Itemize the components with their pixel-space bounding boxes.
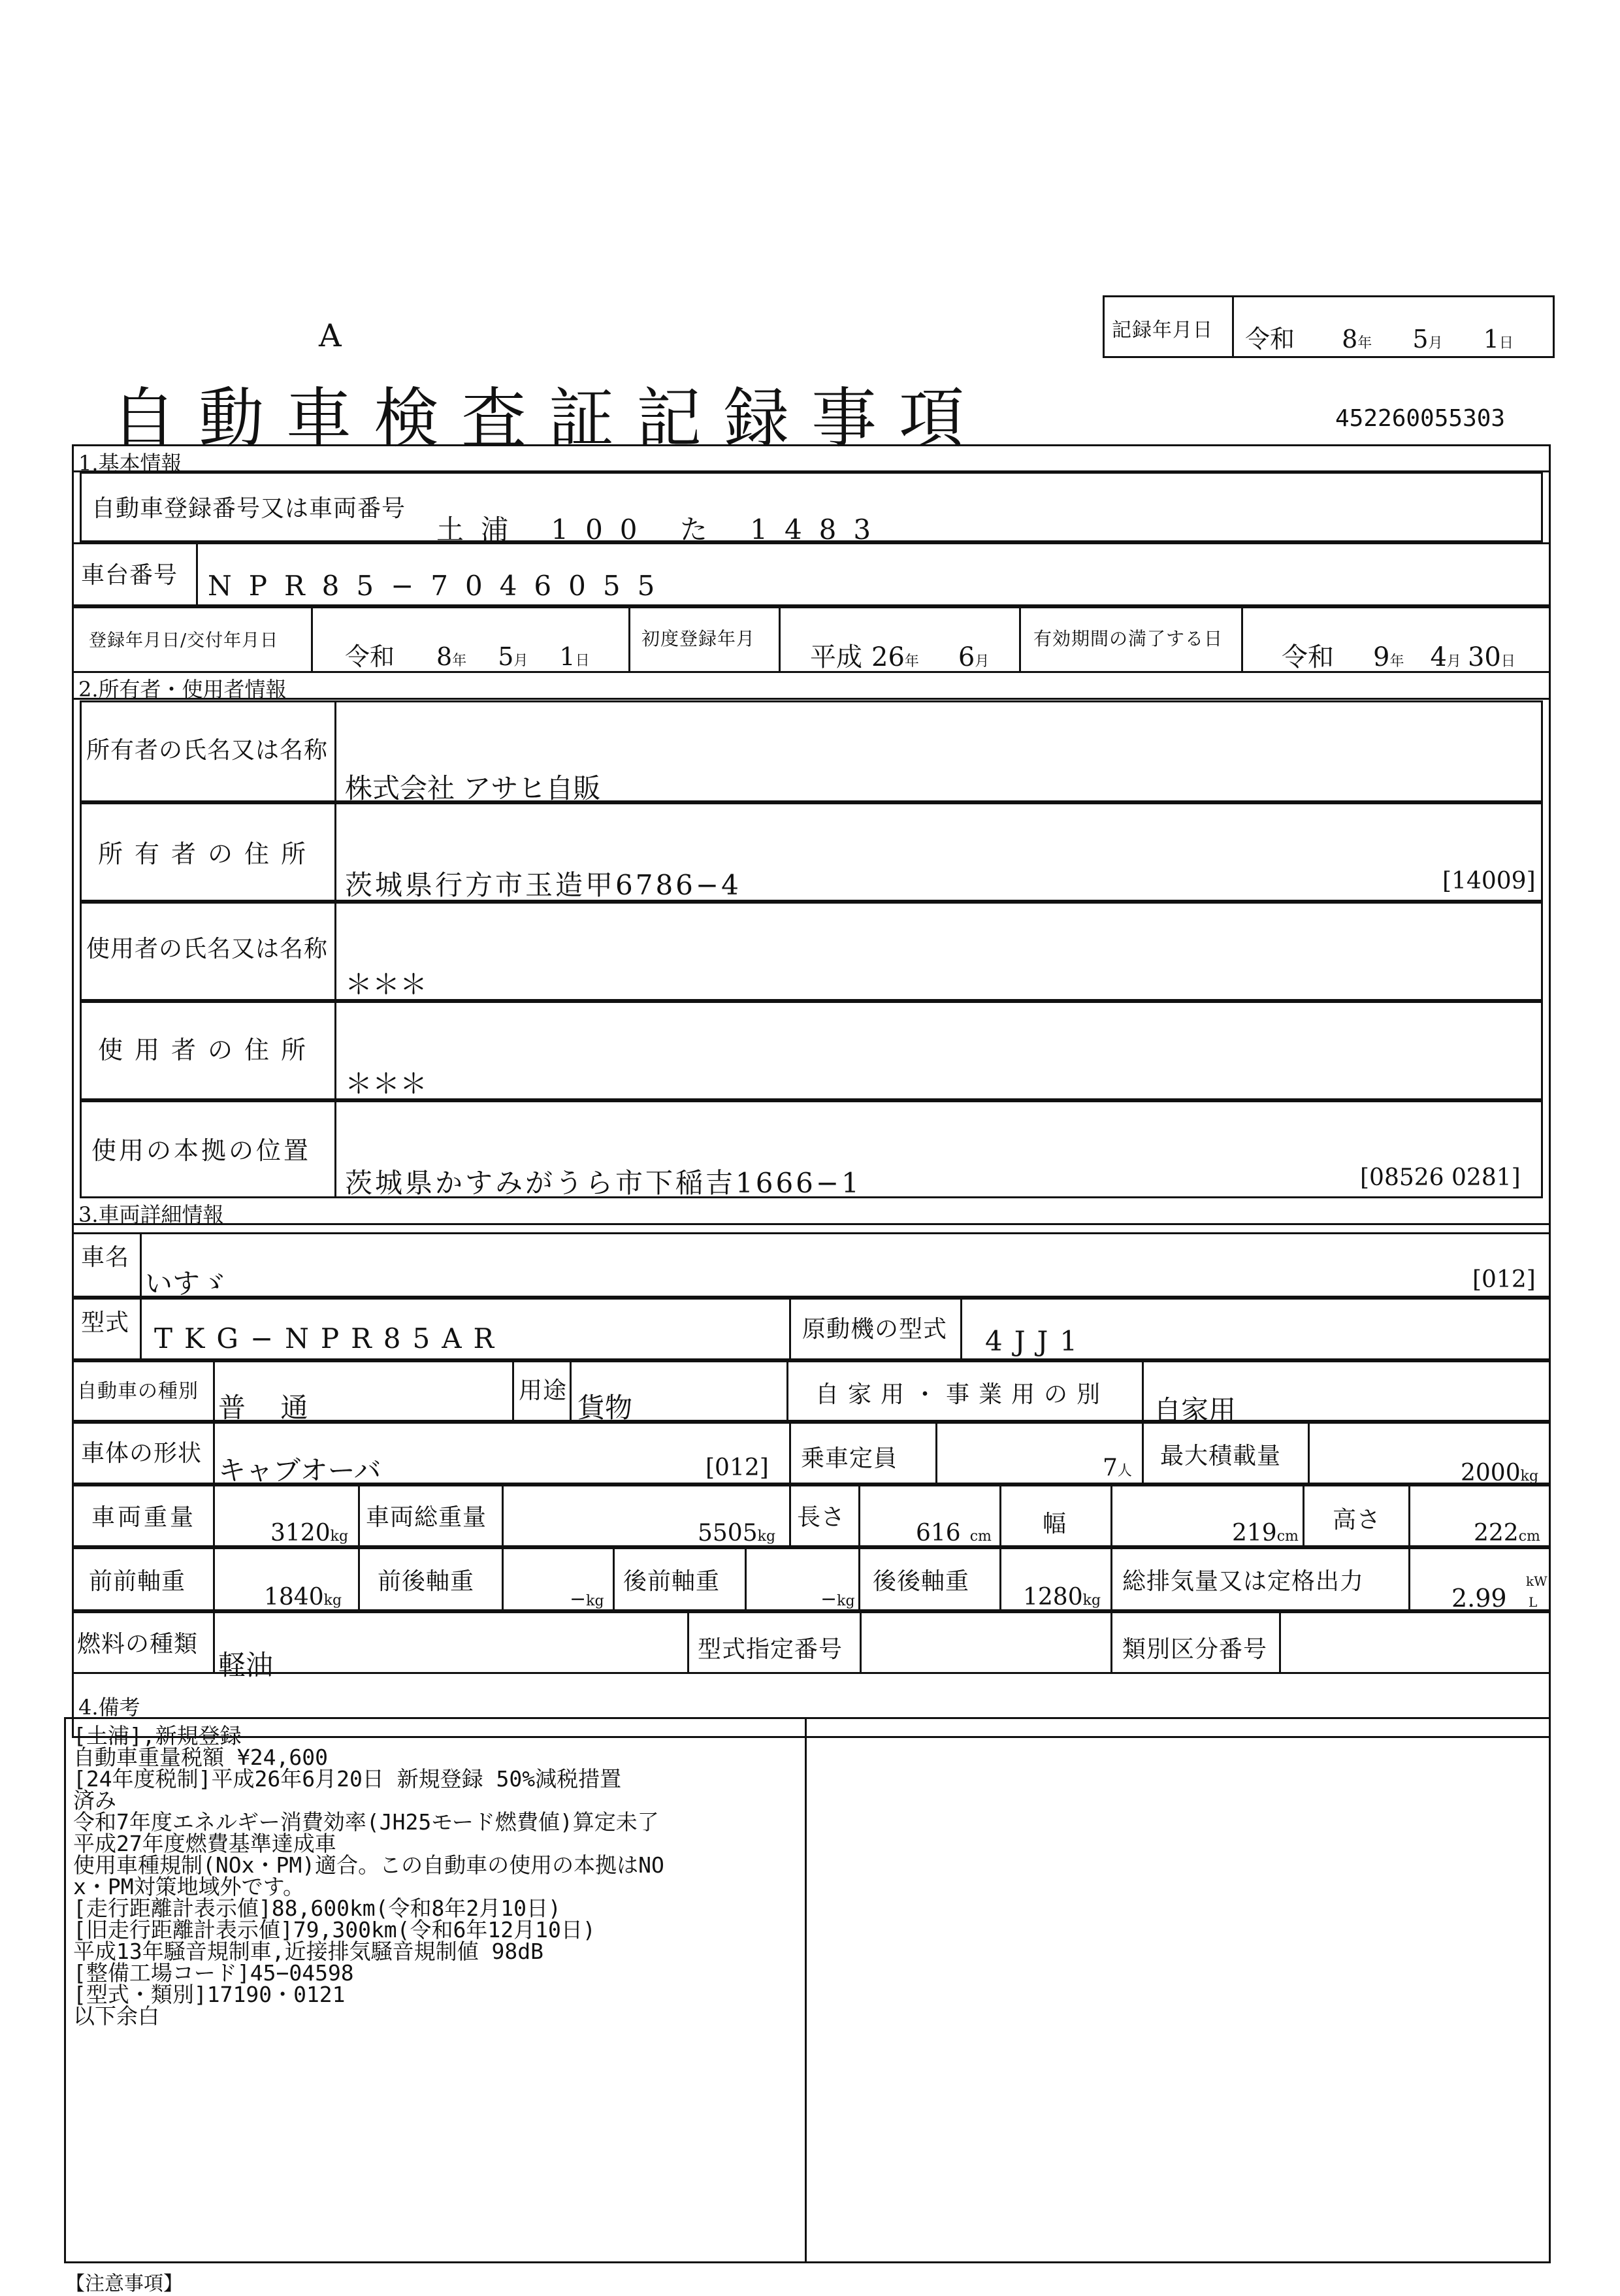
reg-date-label: 登録年月日/交付年月日 (89, 631, 279, 651)
max-load-value: 2000kg (1461, 1460, 1539, 1486)
record-date-label: 記録年月日 (1112, 319, 1213, 342)
document-title: 自動車検査証記録事項 (111, 380, 986, 457)
owner-address-value: 茨城県行方市玉造甲6786−4 (345, 869, 741, 901)
category-label: 類別区分番号 (1122, 1636, 1268, 1663)
front-rear-axle-value: −kg (570, 1588, 604, 1611)
section-basic-info: 1.基本情報 (78, 451, 182, 476)
height-label: 高さ (1333, 1507, 1382, 1533)
designation-label: 型式指定番号 (698, 1636, 843, 1663)
displacement-unit-l: L (1529, 1594, 1538, 1610)
record-date-value: 令和 8年 5月 1日 (1245, 325, 1514, 353)
expiry-label: 有効期間の満了する日 (1033, 628, 1223, 649)
owner-address-code: [14009] (1442, 868, 1536, 894)
capacity-value: 7人 (1103, 1454, 1132, 1481)
note-line: 平成27年度燃費基準達成車 (73, 1831, 336, 1856)
rear-rear-axle-value: 1280kg (1023, 1584, 1101, 1611)
displacement-value: 2.99 (1451, 1584, 1507, 1613)
fuel-value: 軽油 (218, 1649, 274, 1681)
expiry-value: 令和 9年 4月 30日 (1282, 642, 1515, 672)
note-line: [土浦],新規登録 (73, 1723, 242, 1748)
note-line: 自動車重量税額 ¥24,600 (73, 1745, 328, 1770)
doc-mark: A (319, 318, 342, 354)
weight-label: 車両重量 (91, 1504, 197, 1531)
make-label: 車名 (81, 1244, 130, 1271)
make-code: [012] (1472, 1266, 1536, 1293)
model-label: 型式 (81, 1309, 130, 1336)
engine-label: 原動機の型式 (802, 1316, 948, 1343)
rear-front-axle-label: 後前軸重 (623, 1568, 721, 1595)
width-label: 幅 (1043, 1511, 1067, 1537)
note-line: [整備工場コード]45−04598 (73, 1960, 354, 1986)
owner-address-label: 所有者の住所 (98, 840, 318, 868)
length-label: 長さ (797, 1504, 846, 1531)
use-label: 用途 (519, 1377, 568, 1404)
reg-date-value: 令和 8年 5月 1日 (345, 642, 590, 671)
body-code: [012] (705, 1454, 769, 1481)
make-value: いすゞ (145, 1268, 228, 1300)
type-value: 普 通 (218, 1392, 321, 1424)
width-value: 219cm (1232, 1520, 1299, 1547)
note-line: x・PM対策地域外です。 (73, 1874, 304, 1899)
section-notes: 4.備考 (78, 1695, 140, 1720)
user-name-value: ＊＊＊ (345, 968, 428, 1000)
serial-number: 452260055303 (1335, 405, 1506, 432)
owner-name-value: 株式会社 アサヒ自販 (345, 772, 601, 804)
base-location-code: [08526 0281] (1360, 1164, 1521, 1191)
use-value: 貨物 (577, 1392, 633, 1424)
section-vehicle-info: 3.車両詳細情報 (78, 1202, 224, 1227)
owner-name-label: 所有者の氏名又は名称 (86, 737, 329, 764)
front-front-axle-label: 前前軸重 (89, 1568, 186, 1595)
body-value: キャブオーバ (218, 1454, 381, 1486)
reg-number-value: 土浦 100 た 1483 (436, 514, 888, 546)
engine-value: 4JJ1 (985, 1325, 1090, 1357)
note-line: [24年度税制]平成26年6月20日 新規登録 50%減税措置 (73, 1766, 622, 1792)
height-value: 222cm (1474, 1520, 1540, 1547)
user-address-label: 使用者の住所 (98, 1036, 318, 1064)
note-line: 平成13年騒音規制車,近接排気騒音規制値 98dB (73, 1939, 543, 1964)
reg-number-label: 自動車登録番号又は車両番号 (91, 495, 406, 522)
gross-weight-label: 車両総重量 (366, 1504, 487, 1531)
footer-note: 【注意事項】 (65, 2272, 183, 2295)
front-rear-axle-label: 前後軸重 (378, 1568, 475, 1595)
note-line: [走行距離計表示値]88,600km(令和8年2月10日) (73, 1895, 561, 1921)
body-label: 車体の形状 (81, 1440, 202, 1467)
note-line: 使用車種規制(NOx・PM)適合。この自動車の使用の本拠はNO (73, 1852, 664, 1878)
displacement-unit-kw: kW (1526, 1573, 1547, 1589)
base-location-label: 使用の本拠の位置 (91, 1136, 312, 1165)
notes-list (73, 1725, 664, 2027)
length-value: 616 cm (916, 1520, 992, 1547)
first-reg-label: 初度登録年月 (641, 628, 756, 649)
max-load-label: 最大積載量 (1160, 1443, 1282, 1469)
gross-weight-value: 5505kg (698, 1520, 776, 1547)
section-owner-info: 2.所有者・使用者情報 (78, 677, 287, 702)
chassis-value: NPR85−7046055 (208, 570, 672, 602)
note-line: [旧走行距離計表示値]79,300km(令和6年12月10日) (73, 1917, 596, 1943)
base-location-value: 茨城県かすみがうら市下稲吉1666−1 (345, 1167, 862, 1199)
rear-front-axle-value: −kg (820, 1588, 855, 1611)
private-value: 自家用 (1154, 1394, 1237, 1426)
user-address-value: ＊＊＊ (345, 1068, 428, 1100)
capacity-label: 乗車定員 (801, 1445, 898, 1472)
chassis-label: 車台番号 (81, 562, 178, 589)
note-line: 以下余白 (73, 2003, 159, 2029)
front-front-axle-value: 1840kg (264, 1584, 342, 1611)
fuel-label: 燃料の種類 (77, 1631, 199, 1658)
note-line: 済み (73, 1788, 116, 1813)
note-line: [型式・類別]17190・0121 (73, 1982, 346, 2007)
weight-value: 3120kg (270, 1520, 349, 1547)
private-label: 自家用・事業用の別 (815, 1381, 1110, 1408)
note-line: 令和7年度エネルギー消費効率(JH25モード燃費値)算定未了 (73, 1809, 659, 1835)
model-value: TKG−NPR85AR (154, 1322, 506, 1354)
type-label: 自動車の種別 (77, 1380, 199, 1403)
rear-rear-axle-label: 後後軸重 (873, 1568, 970, 1595)
user-name-label: 使用者の氏名又は名称 (86, 936, 329, 962)
displacement-label: 総排気量又は定格出力 (1122, 1568, 1365, 1595)
first-reg-value: 平成 26年 6月 (810, 642, 990, 672)
